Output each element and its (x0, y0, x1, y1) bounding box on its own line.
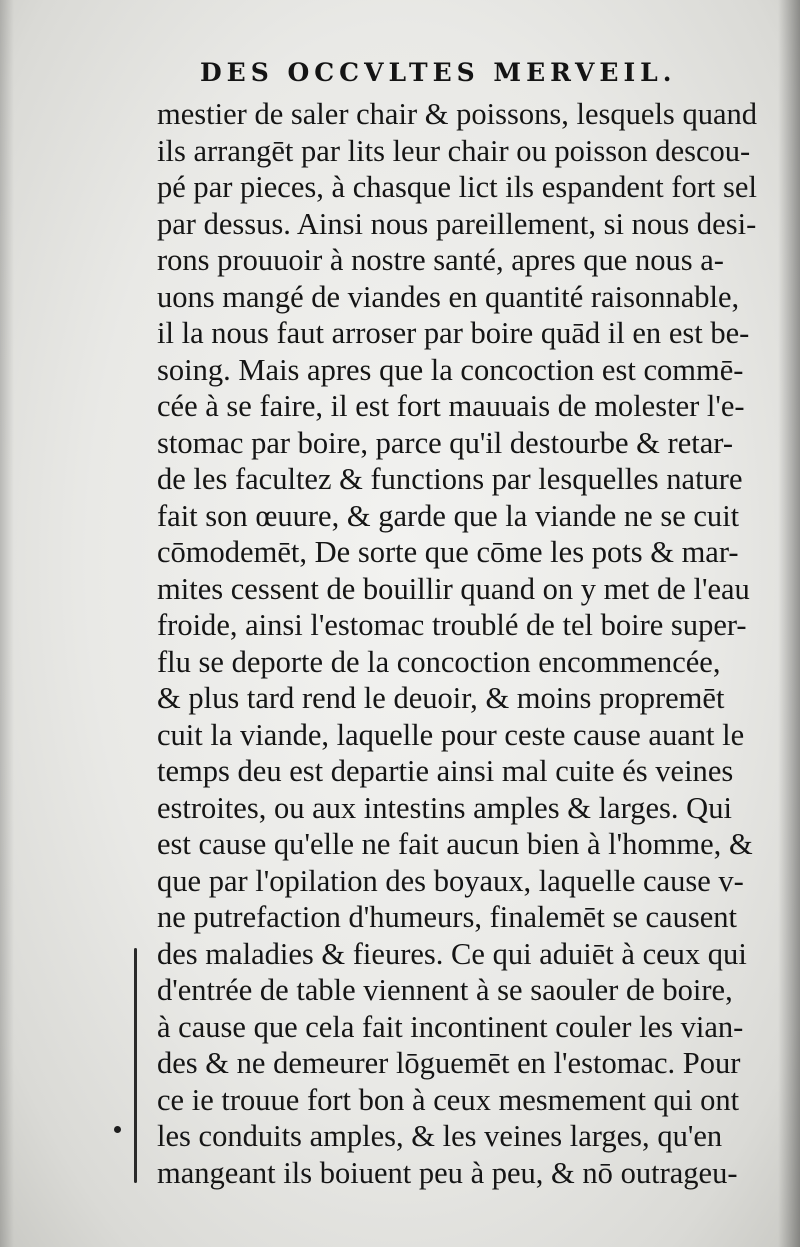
text-line: soing. Mais apres que la concoction est commē- (157, 351, 744, 387)
running-head: DES OCCVLTES MERVEIL. (200, 58, 677, 87)
text-line: des & ne demeurer lōguemēt en l'estomac. Pour (157, 1045, 741, 1080)
text-line: est cause qu'elle ne fait aucun bien à l'homme, & (157, 826, 753, 861)
text-line: par dessus. Ainsi nous pareillement, si nous desi- (157, 205, 757, 241)
margin-dot-mark (114, 1126, 121, 1133)
text-line: que par l'opilation des boyaux, laquelle cause v- (157, 862, 744, 898)
text-line: cōmodemēt, De sorte que cōme les pots & mar- (157, 534, 739, 569)
text-line: les conduits amples, & les veines larges, qu'en (157, 1118, 723, 1153)
text-line: ce ie trouue fort bon à ceux mesmement qui ont (157, 1081, 740, 1117)
text-line: cée à se faire, il est fort mauuais de molester l'e- (157, 388, 745, 423)
text-line: des maladies & fieures. Ce qui aduiēt à ceux qui (157, 935, 747, 971)
text-line: mites cessent de bouillir quand on y met de l'eau (157, 570, 750, 606)
text-line: & plus tard rend le deuoir, & moins propremēt (157, 680, 725, 715)
text-line: temps deu est departie ainsi mal cuite és veines (157, 753, 734, 788)
text-line: il la nous faut arroser par boire quād il en est be- (157, 315, 750, 350)
text-line: ils arrangēt par lits leur chair ou poisson descou- (157, 132, 751, 168)
text-line: pé par pieces, à chasque lict ils espandent fort sel (157, 169, 757, 204)
text-line: d'entrée de table viennent à se saouler de boire, (157, 972, 733, 1007)
text-line: à cause que cela fait incontinent couler les vian- (157, 1008, 744, 1044)
text-line: froide, ainsi l'estomac troublé de tel boire super- (157, 607, 747, 642)
text-line: de les facultez & functions par lesquelles nature (157, 461, 743, 496)
page-left-shadow (0, 0, 14, 1247)
text-line: rons prouuoir à nostre santé, apres que nous a- (157, 242, 724, 277)
text-line: fait son œuure, & garde que la viande ne se cuit (157, 497, 740, 533)
text-line: estroites, ou aux intestins amples & larges. Qui (157, 789, 732, 825)
text-line: mestier de saler chair & poissons, lesquels quand (157, 96, 758, 131)
text-line: mangeant ils boiuent peu à peu, & nō outrageu- (157, 1154, 738, 1190)
text-block (157, 96, 797, 1191)
text-line: uons mangé de viandes en quantité raisonnable, (157, 278, 740, 314)
text-line: cuit la viande, laquelle pour ceste cause auant le (157, 716, 745, 752)
text-line: flu se deporte de la concoction encommencée, (157, 643, 721, 679)
text-line: stomac par boire, parce qu'il destourbe & retar- (157, 424, 733, 460)
margin-rule-mark (134, 948, 137, 1183)
text-line: ne putrefaction d'humeurs, finalemēt se causent (157, 899, 738, 934)
